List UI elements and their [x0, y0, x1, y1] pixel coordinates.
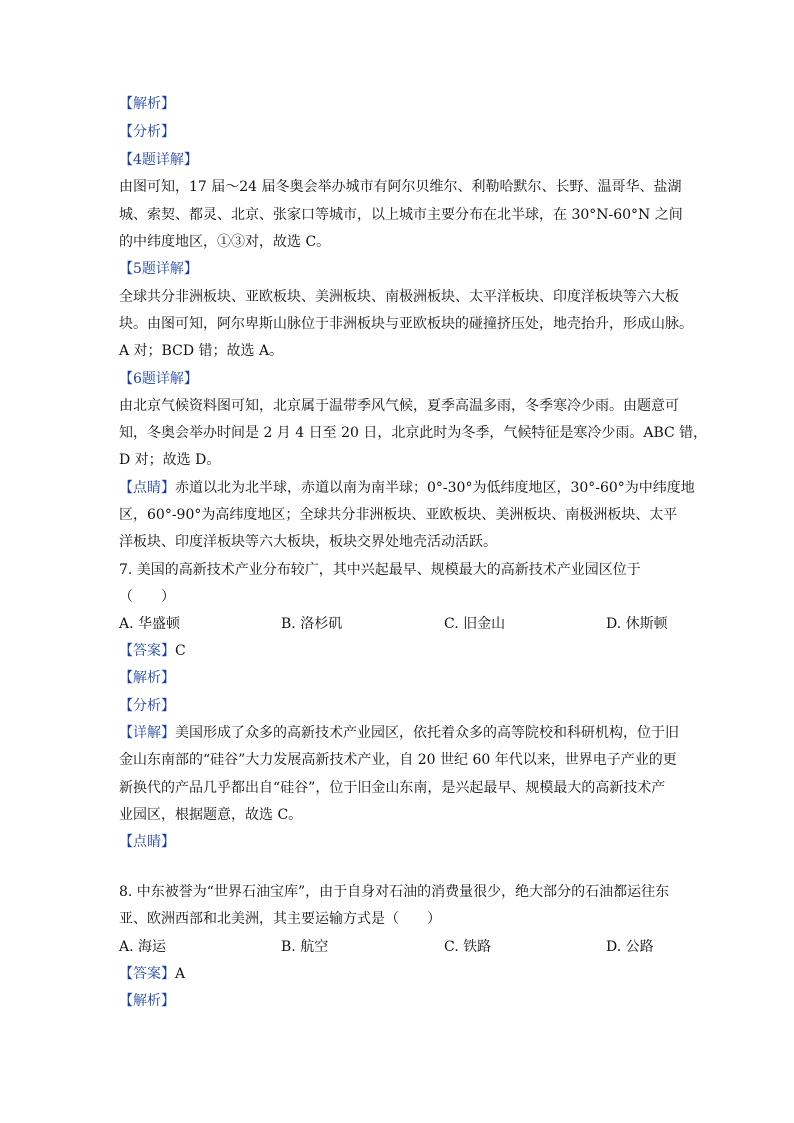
dianjing-text: 洋板块、印度洋板块等六大板块，板块交界处地壳活动活跃。 — [119, 534, 497, 550]
q8-stem: 8. 中东被誉为“世界石油宝库”，由于自身对石油的消费量很少，绝大部分的石油都运往东 — [119, 884, 670, 900]
q5-detail-line: A 对；BCD 错；故选 A。 — [119, 343, 284, 359]
q8-option-d: D. 公路 — [606, 939, 654, 955]
q8-answer-value: A — [175, 966, 186, 982]
q8-stem: 亚、欧洲西部和北美洲，其主要运输方式是（ ） — [119, 911, 441, 927]
q7-detail-heading: 【详解】 — [119, 725, 175, 741]
fenxi-heading: 【分析】 — [119, 124, 175, 140]
q5-detail-heading: 【5题详解】 — [119, 261, 198, 277]
q8-answer-line — [119, 964, 185, 984]
q4-detail-line: 城、索契、都灵、北京、张家口等城市，以上城市主要分布在北半球，在 30°N-60°N 之间 — [119, 207, 683, 223]
q7-answer-line — [119, 641, 186, 661]
q4-detail-line: 的中纬度地区，①③对，故选 C。 — [119, 234, 331, 250]
q6-detail-line: D 对；故选 D。 — [119, 452, 221, 468]
q6-detail-heading: 【6题详解】 — [119, 371, 198, 387]
q6-detail-line: 知，冬奥会举办时间是 2 月 4 日至 20 日，北京此时为冬季，气候特征是寒冷少雨。ABC 错， — [119, 425, 708, 441]
q8-answer-heading: 【答案】 — [119, 966, 175, 982]
q7-answer-heading: 【答案】 — [119, 643, 175, 659]
q7-option-a: A. 华盛顿 — [119, 616, 181, 632]
q7-option-d: D. 休斯顿 — [606, 616, 668, 632]
q7-detail-text: 新换代的产品几乎都出自“硅谷”，位于旧金山东南，是兴起最早、规模最大的高新技术产 — [119, 780, 666, 796]
q8-option-c: C. 铁路 — [444, 939, 492, 955]
q7-detail-text: 业园区，根据题意，故选 C。 — [119, 807, 303, 823]
dianjing-text: 区，60°-90°为高纬度地区；全球共分非洲板块、亚欧板块、美洲板块、南极洲板块、太平 — [119, 507, 678, 523]
dianjing-line — [119, 478, 695, 498]
jiexi-heading: 【解析】 — [119, 96, 175, 112]
q7-option-b: B. 洛杉矶 — [281, 616, 343, 632]
q8-jiexi-heading: 【解析】 — [119, 993, 175, 1009]
q5-detail-line: 块。由图可知，阿尔卑斯山脉位于非洲板块与亚欧板块的碰撞挤压处，地壳抬升，形成山脉。 — [119, 316, 693, 332]
q7-option-c: C. 旧金山 — [444, 616, 506, 632]
q7-detail-line — [119, 723, 679, 743]
q7-detail-text: 美国形成了众多的高新技术产业园区，依托着众多的高等院校和科研机构，位于旧 — [175, 725, 679, 741]
q7-answer-paren: （ ） — [119, 589, 175, 605]
q8-option-b: B. 航空 — [281, 939, 329, 955]
dianjing-heading: 【点睛】 — [119, 480, 175, 496]
q7-detail-text: 金山东南部的“硅谷”大力发展高新技术产业，自 20 世纪 60 年代以来，世界电子产业的更 — [119, 752, 677, 768]
q7-dianjing-heading: 【点睛】 — [119, 834, 175, 850]
dianjing-text: 赤道以北为北半球，赤道以南为南半球；0°-30°为低纬度地区，30°-60°为中纬度地 — [175, 480, 695, 496]
q8-option-a: A. 海运 — [119, 939, 167, 955]
q4-detail-heading: 【4题详解】 — [119, 152, 198, 168]
q7-stem: 7. 美国的高新技术产业分布较广，其中兴起最早、规模最大的高新技术产业园区位于 — [119, 562, 641, 578]
q7-answer-value: C — [175, 643, 186, 659]
q6-detail-line: 由北京气候资料图可知，北京属于温带季风气候，夏季高温多雨，冬季寒冷少雨。由题意可 — [119, 398, 679, 414]
q7-jiexi-heading: 【解析】 — [119, 670, 175, 686]
q7-fenxi-heading: 【分析】 — [119, 698, 175, 714]
q4-detail-line: 由图可知，17 届～24 届冬奥会举办城市有阿尔贝维尔、利勒哈默尔、长野、温哥华、盐湖 — [119, 179, 682, 195]
q5-detail-line: 全球共分非洲板块、亚欧板块、美洲板块、南极洲板块、太平洋板块、印度洋板块等六大板 — [119, 289, 679, 305]
